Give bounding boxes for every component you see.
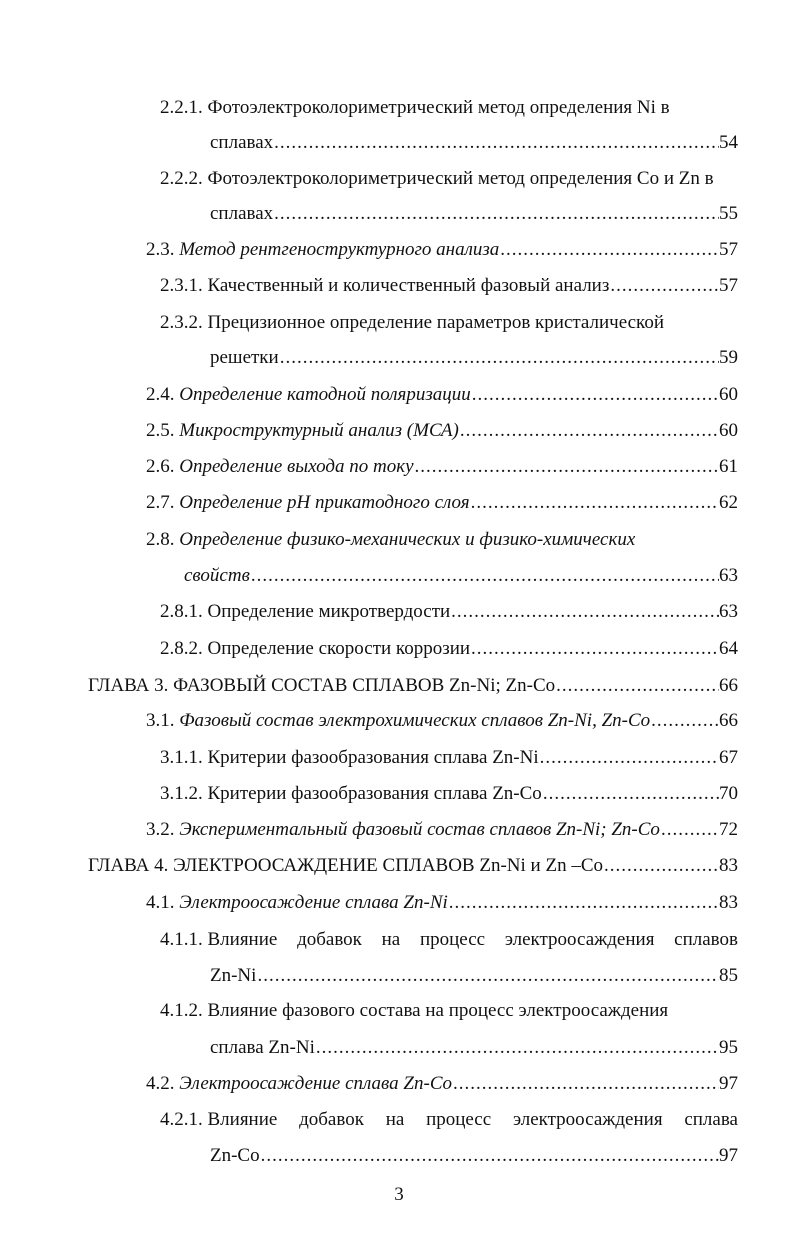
toc-entry-4-2 — [146, 1072, 738, 1096]
leader-dots — [414, 455, 719, 479]
leader-dots — [250, 564, 719, 588]
toc-entry-number: 2.2.2. — [160, 168, 203, 189]
toc-entry-title: Влияние фазового состава на процесс электроосаждения — [207, 1000, 669, 1021]
leader-dots — [315, 1036, 719, 1060]
toc-entry-2-2-1 — [160, 96, 670, 120]
toc-entry-page: 83 — [719, 855, 738, 876]
toc-entry-title: Электроосаждение сплава Zn-Ni — [179, 892, 448, 913]
toc-entry-page: 61 — [719, 456, 738, 477]
toc-entry-page: 97 — [719, 1145, 738, 1166]
toc-entry-title: Определение катодной поляризации — [179, 384, 471, 405]
toc-entry-number: 2.7. — [146, 492, 175, 513]
toc-entry-page: 95 — [719, 1037, 738, 1058]
toc-entry-title: Определение микротвердости — [207, 601, 451, 622]
toc-entry-title: Критерии фазообразования сплава Zn-Ni — [207, 747, 539, 768]
toc-entry-title: Определение физико-механических и физико-химических — [179, 529, 636, 550]
toc-entry-page: 66 — [719, 675, 738, 696]
leader-dots — [539, 746, 719, 770]
toc-entry-page: 62 — [719, 492, 738, 513]
toc-entry-title: Фотоэлектроколориметрический метод определения Ni в — [207, 97, 670, 118]
toc-entry-number: 2.8.1. — [160, 601, 203, 622]
toc-entry-4-1-2-cont — [210, 1036, 738, 1060]
toc-entry-page: 63 — [719, 565, 738, 586]
toc-entry-2-6 — [146, 455, 738, 479]
toc-entry-page: 57 — [719, 275, 738, 296]
toc-entry-title: Прецизионное определение параметров кристалической — [207, 312, 664, 333]
toc-entry-number: 4.2.1. — [160, 1109, 203, 1130]
toc-entry-page: 97 — [719, 1073, 738, 1094]
toc-entry-page: 57 — [719, 239, 738, 260]
toc-entry-4-1-1 — [160, 928, 738, 952]
toc-entry-number: 3.1. — [146, 710, 175, 731]
toc-entry-title: Метод рентгеноструктурного анализа — [179, 239, 500, 260]
toc-entry-2-8-cont — [184, 564, 738, 588]
toc-entry-2-4 — [146, 383, 738, 407]
toc-entry-number: 2.3.1. — [160, 275, 203, 296]
leader-dots — [660, 818, 719, 842]
leader-dots — [609, 274, 719, 298]
toc-entry-4-2-1 — [160, 1108, 738, 1132]
toc-entry-number: 2.8. — [146, 529, 175, 550]
leader-dots — [470, 491, 719, 515]
toc-entry-number: 2.3.2. — [160, 312, 203, 333]
toc-entry-4-1-2 — [160, 999, 668, 1023]
toc-entry-title-cont: Zn-Co — [210, 1145, 260, 1166]
toc-entry-2-3-1 — [160, 274, 738, 298]
toc-entry-number: 4.1.2. — [160, 1000, 203, 1021]
leader-dots — [273, 202, 719, 226]
toc-entry-title-cont: свойств — [184, 565, 250, 586]
toc-entry-number: 2.3. — [146, 239, 175, 260]
toc-entry-number: 4.2. — [146, 1073, 175, 1094]
toc-entry-3-2 — [146, 818, 738, 842]
toc-entry-number: 2.6. — [146, 456, 175, 477]
toc-entry-title-cont: сплавах — [210, 203, 274, 224]
toc-entry-2-8 — [146, 528, 635, 552]
leader-dots — [450, 600, 719, 624]
toc-entry-number: 2.4. — [146, 384, 175, 405]
leader-dots — [542, 782, 719, 806]
toc-entry-2-2-1-cont — [210, 131, 738, 155]
toc-entry-number: 2.5. — [146, 420, 175, 441]
toc-entry-2-3 — [146, 238, 738, 262]
toc-entry-page: 55 — [719, 203, 738, 224]
toc-entry-3-1 — [146, 709, 738, 733]
toc-entry-number: 2.8.2. — [160, 638, 203, 659]
leader-dots — [452, 1072, 719, 1096]
leader-dots — [471, 383, 719, 407]
leader-dots — [256, 964, 719, 988]
toc-entry-2-2-2 — [160, 167, 714, 191]
toc-entry-2-3-2-cont — [210, 346, 738, 370]
toc-entry-number: 2.2.1. — [160, 97, 203, 118]
leader-dots — [279, 346, 719, 370]
toc-entry-number: 4.1. — [146, 892, 175, 913]
leader-dots — [499, 238, 719, 262]
leader-dots — [555, 674, 719, 698]
toc-entry-title: Экспериментальный фазовый состав сплавов Zn-Ni; Zn-Co — [179, 819, 660, 840]
toc-entry-page: 70 — [719, 783, 738, 804]
toc-entry-title: Электроосаждение сплава Zn-Co — [179, 1073, 452, 1094]
toc-entry-title-cont: Zn-Ni — [210, 965, 257, 986]
toc-entry-2-5 — [146, 419, 738, 443]
leader-dots — [459, 419, 719, 443]
toc-entry-2-3-2 — [160, 311, 664, 335]
toc-entry-page: 63 — [719, 601, 738, 622]
toc-entry-4-2-1-cont — [210, 1144, 738, 1168]
toc-entry-title: Критерии фазообразования сплава Zn-Co — [207, 783, 542, 804]
toc-entry-title: Определение pH прикатодного слоя — [179, 492, 470, 513]
leader-dots — [260, 1144, 719, 1168]
leader-dots — [448, 891, 719, 915]
toc-entry-title: Качественный и количественный фазовый анализ — [207, 275, 610, 296]
toc-entry-title: Фотоэлектроколориметрический метод определения Co и Zn в — [207, 168, 714, 189]
toc-entry-title-cont: сплава Zn-Ni — [210, 1037, 315, 1058]
toc-entry-4-1-1-cont — [210, 964, 738, 988]
toc-entry-page: 67 — [719, 747, 738, 768]
leader-dots — [650, 709, 719, 733]
toc-entry-title-cont: решетки — [210, 347, 279, 368]
toc-entry-4-1 — [146, 891, 738, 915]
toc-entry-number: 3.1.1. — [160, 747, 203, 768]
toc-entry-page: 72 — [719, 819, 738, 840]
toc-entry-title-cont: сплавах — [210, 132, 274, 153]
toc-entry-page: 54 — [719, 132, 738, 153]
toc-entry-title: Микроструктурный анализ (МСА) — [179, 420, 459, 441]
toc-entry-number: 3.2. — [146, 819, 175, 840]
toc-entry-2-2-2-cont — [210, 202, 738, 226]
page-number: 3 — [394, 1184, 404, 1205]
toc-entry-title: ГЛАВА 4. ЭЛЕКТРООСАЖДЕНИЕ СПЛАВОВ Zn-Ni и Zn –Co — [88, 855, 603, 876]
toc-entry-page: 85 — [719, 965, 738, 986]
toc-chapter-3 — [88, 674, 738, 698]
toc-entry-3-1-1 — [160, 746, 738, 770]
toc-entry-title: Определение скорости коррозии — [207, 638, 471, 659]
toc-entry-number: 3.1.2. — [160, 783, 203, 804]
leader-dots — [470, 637, 719, 661]
toc-entry-2-7 — [146, 491, 738, 515]
toc-entry-page: 64 — [719, 638, 738, 659]
toc-entry-page: 83 — [719, 892, 738, 913]
toc-entry-page: 59 — [719, 347, 738, 368]
toc-entry-page: 60 — [719, 384, 738, 405]
toc-entry-2-8-1 — [160, 600, 738, 624]
leader-dots — [603, 854, 719, 878]
toc-entry-title: Фазовый состав электрохимических сплавов Zn-Ni, Zn-Co — [179, 710, 651, 731]
toc-entry-title: Влияние добавок на процесс электроосаждения сплава — [207, 1109, 738, 1130]
toc-entry-3-1-2 — [160, 782, 738, 806]
toc-entry-title: Влияние добавок на процесс электроосаждения сплавов — [207, 929, 738, 950]
toc-entry-2-8-2 — [160, 637, 738, 661]
toc-chapter-4 — [88, 854, 738, 878]
toc-entry-title: Определение выхода по току — [179, 456, 414, 477]
leader-dots — [273, 131, 719, 155]
toc-entry-page: 66 — [719, 710, 738, 731]
toc-entry-page: 60 — [719, 420, 738, 441]
toc-entry-number: 4.1.1. — [160, 929, 203, 950]
toc-entry-title: ГЛАВА 3. ФАЗОВЫЙ СОСТАВ СПЛАВОВ Zn-Ni; Zn-Co — [88, 675, 556, 696]
